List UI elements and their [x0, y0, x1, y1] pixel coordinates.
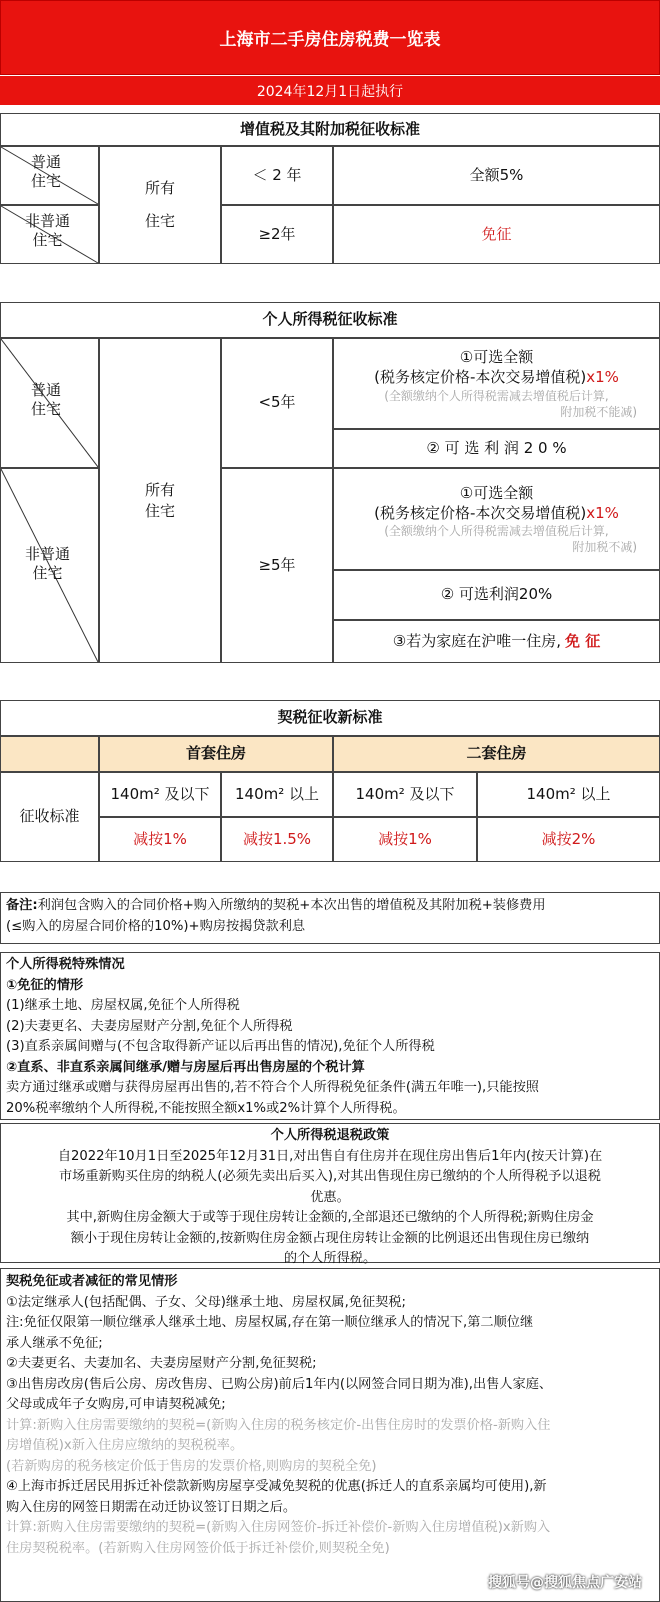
calc-title: ②直系、非直系亲属间继承/赠与房屋后再出售房屋的个税计算	[6, 1059, 365, 1075]
vat-full-rate: 全额5%	[333, 146, 660, 205]
refund-block	[0, 1123, 660, 1266]
deed-first-le140: 140m² 及以下	[99, 772, 221, 817]
doc-title: 上海市二手房住房税费一览表	[0, 0, 660, 75]
refund-line: 优惠。	[310, 1189, 350, 1205]
refund-line: 额小于现住房转让金额的,按新购住房金额占现住房转让金额的比例退还出售现住房已缴纳	[70, 1230, 590, 1246]
exempt-item: (2)夫妻更名、夫妻房屋财产分割,免征个人所得税	[6, 1018, 293, 1034]
option-full-formula: (税务核定价格-本次交易增值税)	[374, 368, 587, 387]
deed-calc-note: 计算:新购入住房需要缴纳的契税=(新购入住房网签价-拆迁补偿价-新购入住房增值税)x新购入	[6, 1520, 551, 1535]
deed-calc-note: (若新购房的税务核定价低于售房的发票价格,则购房的契税全免)	[6, 1458, 377, 1474]
option-full-note: (全额缴纳个人所得税需减去增值税后计算,	[384, 524, 609, 539]
exempt-item: (1)继承土地、房屋权属,免征个人所得税	[6, 998, 240, 1013]
exempt-item: (3)直系亲属间赠与(不包含取得新产证以后再出售的情况),免征个人所得税	[6, 1039, 435, 1054]
option-full-formula: (税务核定价格-本次交易增值税)	[374, 503, 587, 522]
income-option-profit-b: ② 可选利润20%	[333, 570, 660, 620]
deed-rate-1b: 减按1%	[333, 817, 477, 862]
deed-second-le140: 140m² 及以下	[333, 772, 477, 817]
income-ordinary-cell	[0, 338, 99, 468]
deed-item: 父母或成年子女购房,可申请契税减免;	[6, 1397, 226, 1412]
special-title: 个人所得税特殊情况	[6, 957, 125, 972]
income-option-full-b	[333, 468, 660, 570]
deed-header-corner	[0, 736, 99, 772]
option-full-title: ①可选全额	[459, 348, 534, 367]
deed-exempt-title: 契税免征或者减征的常见情形	[6, 1274, 178, 1289]
refund-line: 的个人所得税。	[283, 1251, 377, 1266]
remark-line: (≤购入的房屋合同价格的10%)+购房按揭贷款利息	[6, 918, 306, 934]
option-full-rate: x1%	[586, 368, 619, 387]
deed-item: 承人继承不免征;	[6, 1335, 103, 1351]
deed-first-home: 首套住房	[99, 736, 333, 772]
remark-line: 利润包含购入的合同价格+购入所缴纳的契税+本次出售的增值税及其附加税+装修费用	[37, 898, 546, 913]
deed-item: ④上海市拆迁居民用拆迁补偿款新购房屋享受减免契税的优惠(拆迁人的直系亲属均可使用),新	[6, 1479, 547, 1494]
vat-lt2-years: ＜ 2 年	[221, 146, 333, 205]
effective-date: 2024年12月1日起执行	[0, 75, 660, 105]
income-option-profit-a: ② 可 选 利 润 2 0 %	[333, 429, 660, 468]
option-full-note-2: 附加税不减)	[572, 540, 637, 555]
deed-item: ③出售房改房(售后公房、房改售房、已购公房)前后1年内(以网签合同日期为准),出售人家庭、	[6, 1376, 553, 1392]
remark-label: 备注:	[6, 898, 38, 913]
option-full-note: (全额缴纳个人所得税需减去增值税后计算,	[384, 388, 609, 403]
vat-ordinary-label: 普通 住宅	[31, 153, 62, 190]
vat-nonordinary-label: 非普通 住宅	[25, 212, 71, 249]
deed-second-home: 二套住房	[333, 736, 660, 772]
vat-exempt: 免征	[333, 205, 660, 264]
only-home-exempt: 免 征	[564, 631, 601, 650]
income-all-housing: 所有 住宅	[99, 338, 221, 663]
income-ordinary-label: 普通 住宅	[31, 381, 62, 418]
deed-rate-2: 减按2%	[477, 817, 660, 862]
deed-item: 注:免征仅限第一顺位继承人继承土地、房屋权属,存在第一顺位继承人的情况下,第二顺位继	[6, 1315, 534, 1330]
deed-item: ②夫妻更名、夫妻加名、夫妻房屋财产分割,免征契税;	[6, 1356, 317, 1371]
income-nonordinary-cell	[0, 468, 99, 663]
income-ge5-years: ≥5年	[221, 468, 333, 663]
deed-standard-label: 征收标准	[0, 772, 99, 862]
option-full-title: ①可选全额	[459, 483, 534, 502]
deed-item: ①法定继承人(包括配偶、子女、父母)继承土地、房屋权属,免征契税;	[6, 1294, 406, 1310]
deed-calc-note: 住房契税税率。(若新购入住房网签价低于拆迁补偿价,则契税全免)	[6, 1540, 390, 1556]
vat-ge2-years: ≥2年	[221, 205, 333, 264]
watermark: 搜狐号@搜狐焦点广安站	[488, 1575, 642, 1591]
deed-item: 购入住房的网签日期需在动迁协议签订日期之后。	[6, 1499, 297, 1515]
refund-title: 个人所得税退税政策	[270, 1128, 390, 1143]
remark-block	[0, 892, 660, 944]
calc-line: 卖方通过继承或赠与获得房屋再出售的,若不符合个人所得税免征条件(满五年唯一),只能按照	[6, 1080, 539, 1095]
deed-exempt-block	[0, 1268, 660, 1602]
vat-nonordinary-cell	[0, 205, 99, 264]
refund-line: 其中,新购住房金额大于或等于现住房转让金额的,全部退还已缴纳的个人所得税;新购住房金	[66, 1210, 594, 1225]
vat-all-housing: 所有 住宅	[99, 146, 221, 264]
income-option-full-a	[333, 338, 660, 429]
exempt-title: ①免征的情形	[6, 977, 84, 993]
vat-ordinary-cell	[0, 146, 99, 205]
vat-section-title: 增值税及其附加税征收标准	[0, 113, 660, 146]
deed-section-title: 契税征收新标准	[0, 700, 660, 736]
deed-rate-1: 减按1%	[99, 817, 221, 862]
income-section-title: 个人所得税征收标准	[0, 302, 660, 338]
income-special-block	[0, 952, 660, 1120]
income-lt5-years: <5年	[221, 338, 333, 468]
deed-calc-note: 计算:新购入住房需要缴纳的契税=(新购入住房的税务核定价-出售住房时的发票价格-新购入住	[6, 1417, 551, 1433]
option-full-rate: x1%	[586, 503, 619, 522]
option-full-note-2: 附加税不能减)	[560, 404, 637, 419]
refund-line: 市场重新购买住房的纳税人(必须先卖出后买入),对其出售现住房已缴纳的个人所得税予以退税	[59, 1169, 601, 1184]
deed-second-gt140: 140m² 以上	[477, 772, 660, 817]
only-home-text: ③若为家庭在沪唯一住房,	[392, 631, 561, 650]
income-nonordinary-label: 非普通 住宅	[25, 545, 71, 582]
deed-first-gt140: 140m² 以上	[221, 772, 333, 817]
calc-line: 20%税率缴纳个人所得税,不能按照全额x1%或2%计算个人所得税。	[6, 1100, 406, 1116]
deed-calc-note: 房增值税)x新入住房应缴纳的契税税率。	[6, 1438, 244, 1453]
deed-rate-1-5: 减按1.5%	[221, 817, 333, 862]
income-only-home	[333, 620, 660, 663]
refund-line: 自2022年10月1日至2025年12月31日,对出售自有住房并在现住房出售后1年内(按天计算)在	[57, 1148, 603, 1164]
